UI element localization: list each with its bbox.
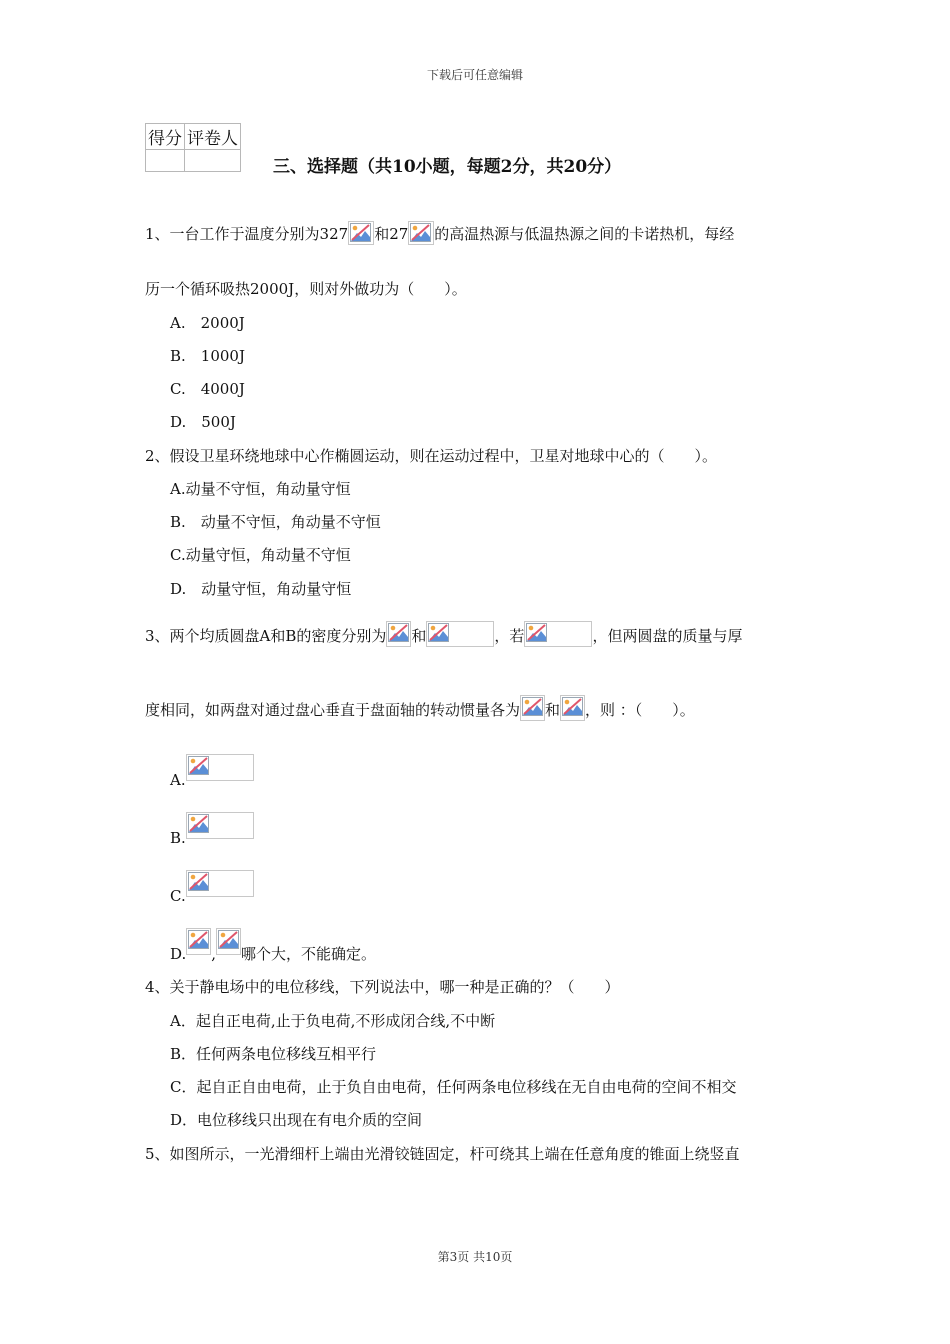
broken-image-icon bbox=[386, 621, 411, 647]
broken-image-icon bbox=[216, 928, 241, 955]
q2-option-a: A.动量不守恒，角动量守恒 bbox=[170, 480, 351, 498]
q3-option-a bbox=[170, 754, 254, 790]
q4-option-a: A．起自正电荷,止于负电荷,不形成闭合线,不中断 bbox=[170, 1012, 496, 1030]
q2-option-d: D. 动量守恒，角动量守恒 bbox=[170, 580, 352, 598]
q1-option-c: C. 4000J bbox=[170, 380, 245, 398]
q3-option-d-text: 哪个大，不能确定。 bbox=[241, 945, 377, 963]
broken-image-icon bbox=[186, 870, 254, 897]
q1-option-b: B. 1000J bbox=[170, 347, 245, 365]
q3-text-d: ，但两圆盘的质量与厚 bbox=[592, 627, 743, 645]
q3-option-d-sep: , bbox=[211, 945, 217, 963]
q4-option-d: D．电位移线只出现在有电介质的空间 bbox=[170, 1111, 423, 1129]
broken-image-icon bbox=[520, 695, 545, 721]
broken-image-icon bbox=[186, 812, 254, 839]
q1-text-b: 和27 bbox=[374, 225, 409, 243]
q3-text-e: 度相同，如两盘对通过盘心垂直于盘面轴的转动惯量各为 bbox=[145, 701, 521, 719]
q3-text-b: 和 bbox=[411, 627, 427, 645]
q3-option-d bbox=[170, 928, 376, 964]
q2-option-c: C.动量守恒，角动量不守恒 bbox=[170, 546, 351, 564]
q4-stem: 4、关于静电场中的电位移线，下列说法中，哪一种是正确的？（ ） bbox=[145, 978, 620, 996]
q1-option-a: A. 2000J bbox=[170, 314, 245, 332]
q3-option-d-label: D. bbox=[170, 945, 187, 963]
broken-image-icon bbox=[186, 754, 254, 781]
q3-text-c: ，若 bbox=[494, 627, 525, 645]
q3-option-c bbox=[170, 870, 254, 906]
q1-line2: 历一个循环吸热2000J，则对外做功为（ ）。 bbox=[145, 280, 467, 298]
q3-option-c-label: C. bbox=[170, 887, 186, 905]
broken-image-icon bbox=[524, 621, 592, 647]
score-cell bbox=[146, 150, 185, 172]
grader-label: 评卷人 bbox=[185, 124, 241, 150]
q5-stem: 5、如图所示，一光滑细杆上端由光滑铰链固定，杆可绕其上端在任意角度的锥面上绕竖直 bbox=[145, 1145, 740, 1163]
broken-image-icon bbox=[426, 621, 494, 647]
q3-option-b-label: B. bbox=[170, 829, 186, 847]
q1-text-c: 的高温热源与低温热源之间的卡诺热机，每经 bbox=[434, 225, 735, 243]
page-footer: 第3页 共10页 bbox=[437, 1250, 513, 1264]
section-title: 三、选择题（共10小题，每题2分，共20分） bbox=[273, 157, 622, 177]
broken-image-icon bbox=[408, 221, 434, 245]
broken-image-icon bbox=[186, 928, 211, 955]
q1-line1 bbox=[145, 221, 734, 245]
page-header: 下载后可任意编辑 bbox=[426, 68, 523, 82]
q3-line2 bbox=[145, 695, 695, 721]
q2-stem: 2、假设卫星环绕地球中心作椭圆运动，则在运动过程中，卫星对地球中心的（ ）。 bbox=[145, 447, 718, 465]
q2-option-b: B. 动量不守恒，角动量不守恒 bbox=[170, 513, 381, 531]
score-table bbox=[145, 123, 241, 172]
q3-text-g: ，则 ：（ ）。 bbox=[585, 701, 695, 719]
broken-image-icon bbox=[348, 221, 374, 245]
q1-text-a: 1、一台工作于温度分别为327 bbox=[145, 225, 349, 243]
q3-text-f: 和 bbox=[545, 701, 561, 719]
q3-option-a-label: A. bbox=[170, 771, 186, 789]
q4-option-b: B．任何两条电位移线互相平行 bbox=[170, 1045, 377, 1063]
score-label: 得分 bbox=[146, 124, 185, 150]
q1-option-d: D. 500J bbox=[170, 413, 236, 431]
grader-cell bbox=[185, 150, 241, 172]
q3-text-a: 3、两个均质圆盘A和B的密度分别为 bbox=[145, 627, 387, 645]
q3-line1 bbox=[145, 621, 742, 647]
broken-image-icon bbox=[560, 695, 585, 721]
q4-option-c: C．起自正自由电荷，止于负自由电荷，任何两条电位移线在无自由电荷的空间不相交 bbox=[170, 1078, 737, 1096]
q3-option-b bbox=[170, 812, 254, 848]
